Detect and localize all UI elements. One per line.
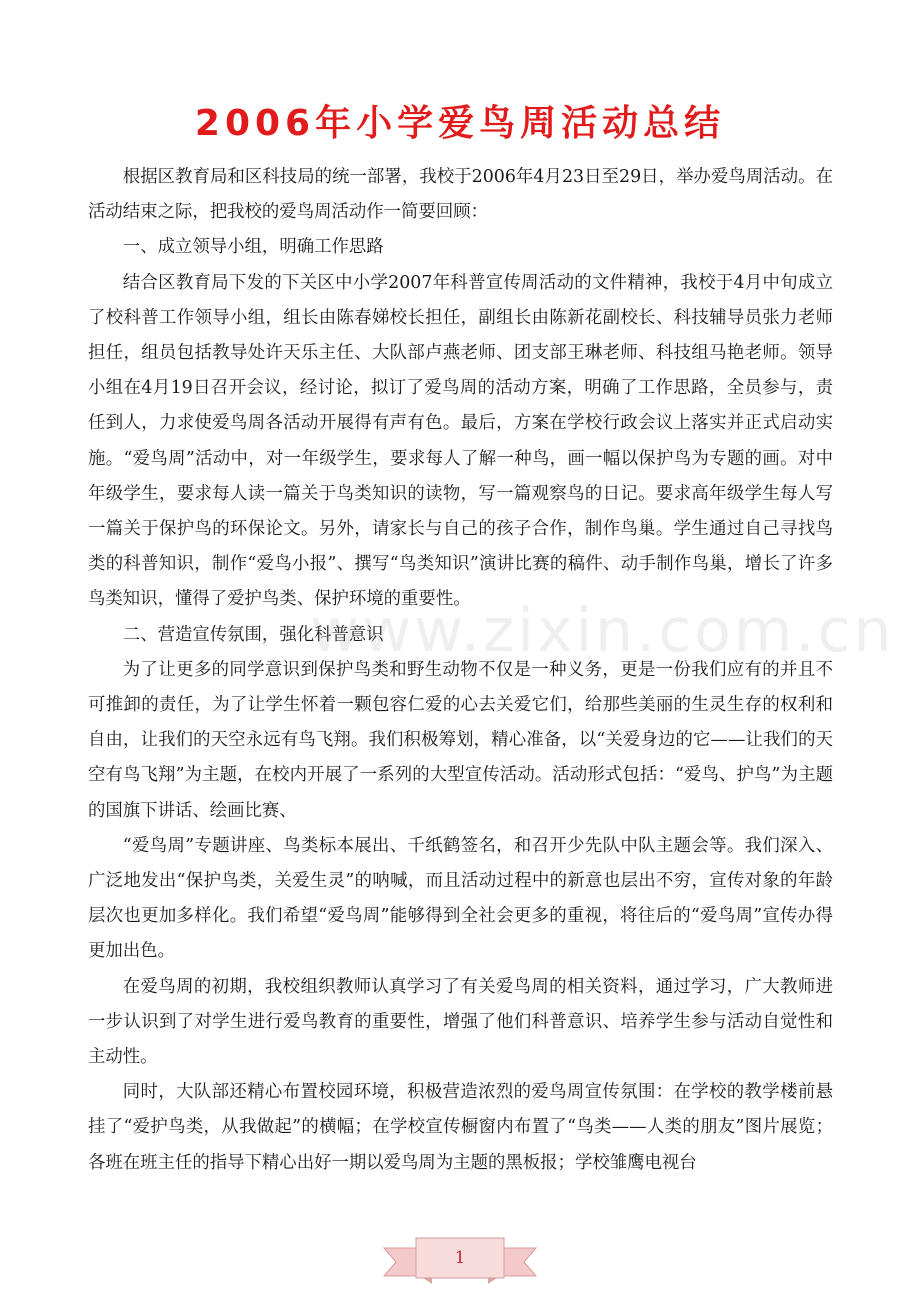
paragraph-section-2a: 为了让更多的同学意识到保护鸟类和野生动物不仅是一种义务，更是一份我们应有的并且不可推卸的责任，为了让学生怀着一颗包容仁爱的心去关爱它们，给那些美丽的生灵生存的权利和自由，让我们的天空永远有鸟飞翔。我们积极筹划，精心准备，以“关爱身边的它——让我们的天空有鸟飞翔”为主题，在校内开展了一系列的大型宣传活动。活动形式包括：“爱鸟、护鸟”为主题的国旗下讲话、绘画比赛、 [88, 659, 833, 821]
section-heading-1: 一、成立领导小组，明确工作思路 [122, 237, 384, 258]
paragraph-intro: 根据区教育局和区科技局的统一部署，我校于2006年4月23日至29日，举办爱鸟周活动。在活动结束之际，把我校的爱鸟周活动作一简要回顾： [88, 167, 833, 223]
paragraph-section-1: 结合区教育局下发的下关区中小学2007年科普宣传周活动的文件精神，我校于4月中旬成立了校科普工作领导小组，组长由陈春娣校长担任，副组长由陈新花副校长、科技辅导员张力老师担任，组员包括教导处许天乐主任、大队部卢燕老师、团支部王琳老师、科技组马艳老师。领导小组在4月19日召开会议，经讨论，拟订了爱鸟周的活动方案，明确了工作思路，全员参与，责任到人，力求使爱鸟周各活动开展得有声有色。最后，方案在学校行政会议上落实并正式启动实施。“爱鸟周”活动中，对一年级学生，要求每人了解一种鸟，画一幅以保护鸟为专题的画。对中年级学生，要求每人读一篇关于鸟类知识的读物，写一篇观察鸟的日记。要求高年级学生每人写一篇关于保护鸟的环保论文。另外，请家长与自己的孩子合作，制作鸟巢。学生通过自己寻找鸟类的科普知识，制作“爱鸟小报”、撰写“鸟类知识”演讲比赛的稿件、动手制作鸟巢，增长了许多鸟类知识，懂得了爱护鸟类、保护环境的重要性。 [88, 272, 833, 610]
page-number: 1 [454, 1248, 466, 1268]
document-body [88, 160, 833, 1181]
page-number-badge [380, 1232, 540, 1288]
document-title: 2006年小学爱鸟周活动总结 [194, 103, 726, 144]
paragraph-section-2b: “爱鸟周”专题讲座、鸟类标本展出、千纸鹤签名，和召开少先队中队主题会等。我们深入、广泛地发出“保护鸟类，关爱生灵”的呐喊，而且活动过程中的新意也层出不穷，宣传对象的年龄层次也更加多样化。我们希望“爱鸟周”能够得到全社会更多的重视，将往后的“爱鸟周”宣传办得更加出色。 [88, 835, 833, 962]
section-heading-2: 二、营造宣传氛围，强化科普意识 [122, 624, 384, 645]
watermark: www.zixin.com.cn [310, 596, 895, 666]
paragraph-section-2c: 在爱鸟周的初期，我校组织教师认真学习了有关爱鸟周的相关资料，通过学习，广大教师进一步认识到了对学生进行爱鸟教育的重要性，增强了他们科普意识、培养学生参与活动自觉性和主动性。 [88, 976, 833, 1068]
paragraph-section-2d: 同时，大队部还精心布置校园环境，积极营造浓烈的爱鸟周宣传氛围：在学校的教学楼前悬挂了“爱护鸟类，从我做起”的横幅；在学校宣传橱窗内布置了“鸟类——人类的朋友”图片展览；各班在班主任的指导下精心出好一期以爱鸟周为主题的黑板报；学校雏鹰电视台 [88, 1082, 833, 1173]
